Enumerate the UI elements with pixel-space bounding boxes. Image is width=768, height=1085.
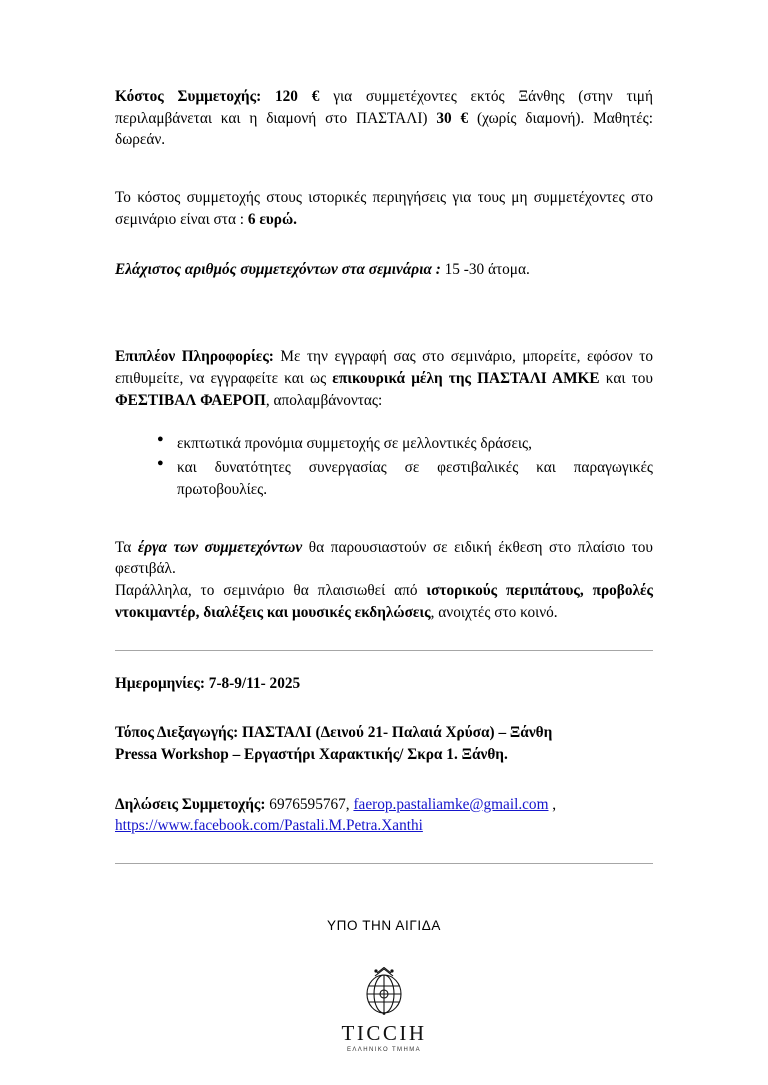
aegis-heading: ΥΠΟ ΤΗΝ ΑΙΓΙΔΑ: [327, 918, 441, 934]
works-section: [115, 537, 653, 624]
min-participants-value: 15 -30 άτομα.: [440, 260, 530, 278]
venue-line-1: ΠΑΣΤΑΛΙ (Δεινού 21- Παλαιά Χρύσα) – Ξάνθη: [238, 724, 553, 742]
cost-amount-secondary: 30 €: [436, 109, 478, 127]
spacer: [115, 712, 653, 722]
tours-amount: 6 ευρώ.: [247, 210, 297, 228]
registration-facebook-paragraph: [115, 815, 653, 837]
spacer: [115, 249, 653, 259]
ticcih-logo: [115, 967, 653, 1053]
divider-top-wrap: [115, 650, 653, 651]
cost-text-2: (χωρίς διαμονή). Μαθητές: δωρεάν.: [115, 109, 653, 149]
works-text-lead: Τα: [115, 538, 138, 556]
registration-separator: ,: [548, 795, 557, 813]
ticcih-emblem-icon: [355, 967, 413, 1019]
extra-info-text-3: , απολαμβάνοντας:: [265, 391, 383, 409]
ticcih-logo-text: TICCIH: [341, 1021, 427, 1046]
min-participants-paragraph: [115, 259, 653, 281]
dates-section: [115, 673, 653, 695]
works-text-2: Παράλληλα, το σεμινάριο θα πλαισιωθεί από: [115, 582, 427, 600]
spacer: [115, 784, 653, 794]
extra-info-label: Επιπλέον Πληροφορίες:: [115, 348, 274, 366]
dates-value: 7-8-9/11- 2025: [204, 674, 301, 692]
works-text-1: θα παρουσιαστούν σε ειδική έκθεση στο πλαίσιο του φεστιβάλ.: [115, 538, 653, 578]
list-item: [157, 457, 653, 500]
tours-paragraph: [115, 187, 653, 230]
cost-text-1: για συμμετέχοντες εκτός Ξάνθης (στην τιμή περιλαμβάνεται και η διαμονή στο ΠΑΣΤΑΛΙ): [115, 88, 653, 127]
divider: [115, 650, 653, 651]
cost-section: [115, 86, 653, 151]
extra-info-bold-1: επικουρικά μέλη της ΠΑΣΤΑΛΙ ΑΜΚΕ: [332, 370, 600, 388]
works-bold-lead: έργα των συμμετεχόντων: [137, 538, 303, 556]
cost-amount-main: 120 €: [261, 88, 334, 105]
extra-info-section: [115, 346, 653, 500]
benefit-text: εκπτωτικά προνόμια συμμετοχής σε μελλοντικές δράσεις,: [177, 435, 532, 453]
dates-label: Ημερομηνίες:: [115, 674, 205, 692]
ticcih-logo-subtitle: ΕΛΛΗΝΙΚΟ ΤΜΗΜΑ: [347, 1047, 421, 1054]
min-participants-section: [115, 259, 653, 281]
works-paragraph-1: [115, 537, 653, 580]
extra-info-text-1: Με την εγγραφή σας στο σεμινάριο, μπορείτε, εφόσον το επιθυμείτε, να εγγραφείτε και ως: [115, 348, 653, 388]
cost-label: Κόστος Συμμετοχής:: [115, 88, 262, 105]
email-link[interactable]: faerop.pastaliamke@gmail.com: [353, 795, 549, 813]
extra-info-bold-2: ΦΕΣΤΙΒΑΛ ΦΑΕΡΟΠ: [115, 391, 266, 409]
registration-paragraph: [115, 794, 653, 816]
facebook-link[interactable]: https://www.facebook.com/Pastali.M.Petra.Xanthi: [115, 817, 423, 835]
spacer: [115, 328, 653, 346]
cost-paragraph: [115, 86, 653, 151]
spacer: [115, 519, 653, 537]
venue-section: [115, 722, 653, 765]
works-bold-2: ιστορικούς περιπάτους, προβολές ντοκιμαντέρ, διαλέξεις και μουσικές εκδηλώσεις: [115, 582, 653, 621]
registration-label: Δηλώσεις Συμμετοχής:: [115, 795, 266, 813]
venue-paragraph-1: [115, 722, 653, 744]
dates-paragraph: [115, 673, 653, 695]
venue-paragraph-2: [115, 744, 653, 766]
venue-line-2: Pressa Workshop – Εργαστήρι Χαρακτικής/ Σκρα 1. Ξάνθη.: [115, 745, 508, 763]
extra-info-text-2: και του: [599, 370, 653, 388]
divider-bottom-wrap: [115, 863, 653, 864]
extra-info-paragraph: [115, 346, 653, 411]
registration-section: [115, 794, 653, 837]
benefits-list: [115, 433, 653, 500]
works-paragraph-2: [115, 580, 653, 623]
min-participants-label: Ελάχιστος αριθμός συμμετεχόντων στα σεμινάρια :: [115, 260, 441, 278]
registration-phone: 6976595767,: [265, 795, 354, 813]
tours-text: Το κόστος συμμετοχής στους ιστορικές περιηγήσεις για τους μη συμμετέχοντες στο σεμινάριο είναι στα :: [115, 189, 653, 228]
venue-label: Τόπος Διεξαγωγής:: [115, 724, 239, 742]
list-item: [157, 433, 653, 455]
tours-section: [115, 187, 653, 230]
divider: [115, 863, 653, 864]
works-text-3: , ανοιχτές στο κοινό.: [430, 603, 558, 621]
spacer: [115, 411, 653, 429]
spacer: [115, 298, 653, 328]
spacer: [115, 169, 653, 187]
benefit-text: και δυνατότητες συνεργασίας σε φεστιβαλικές και παραγωγικές πρωτοβουλίες.: [177, 459, 653, 498]
